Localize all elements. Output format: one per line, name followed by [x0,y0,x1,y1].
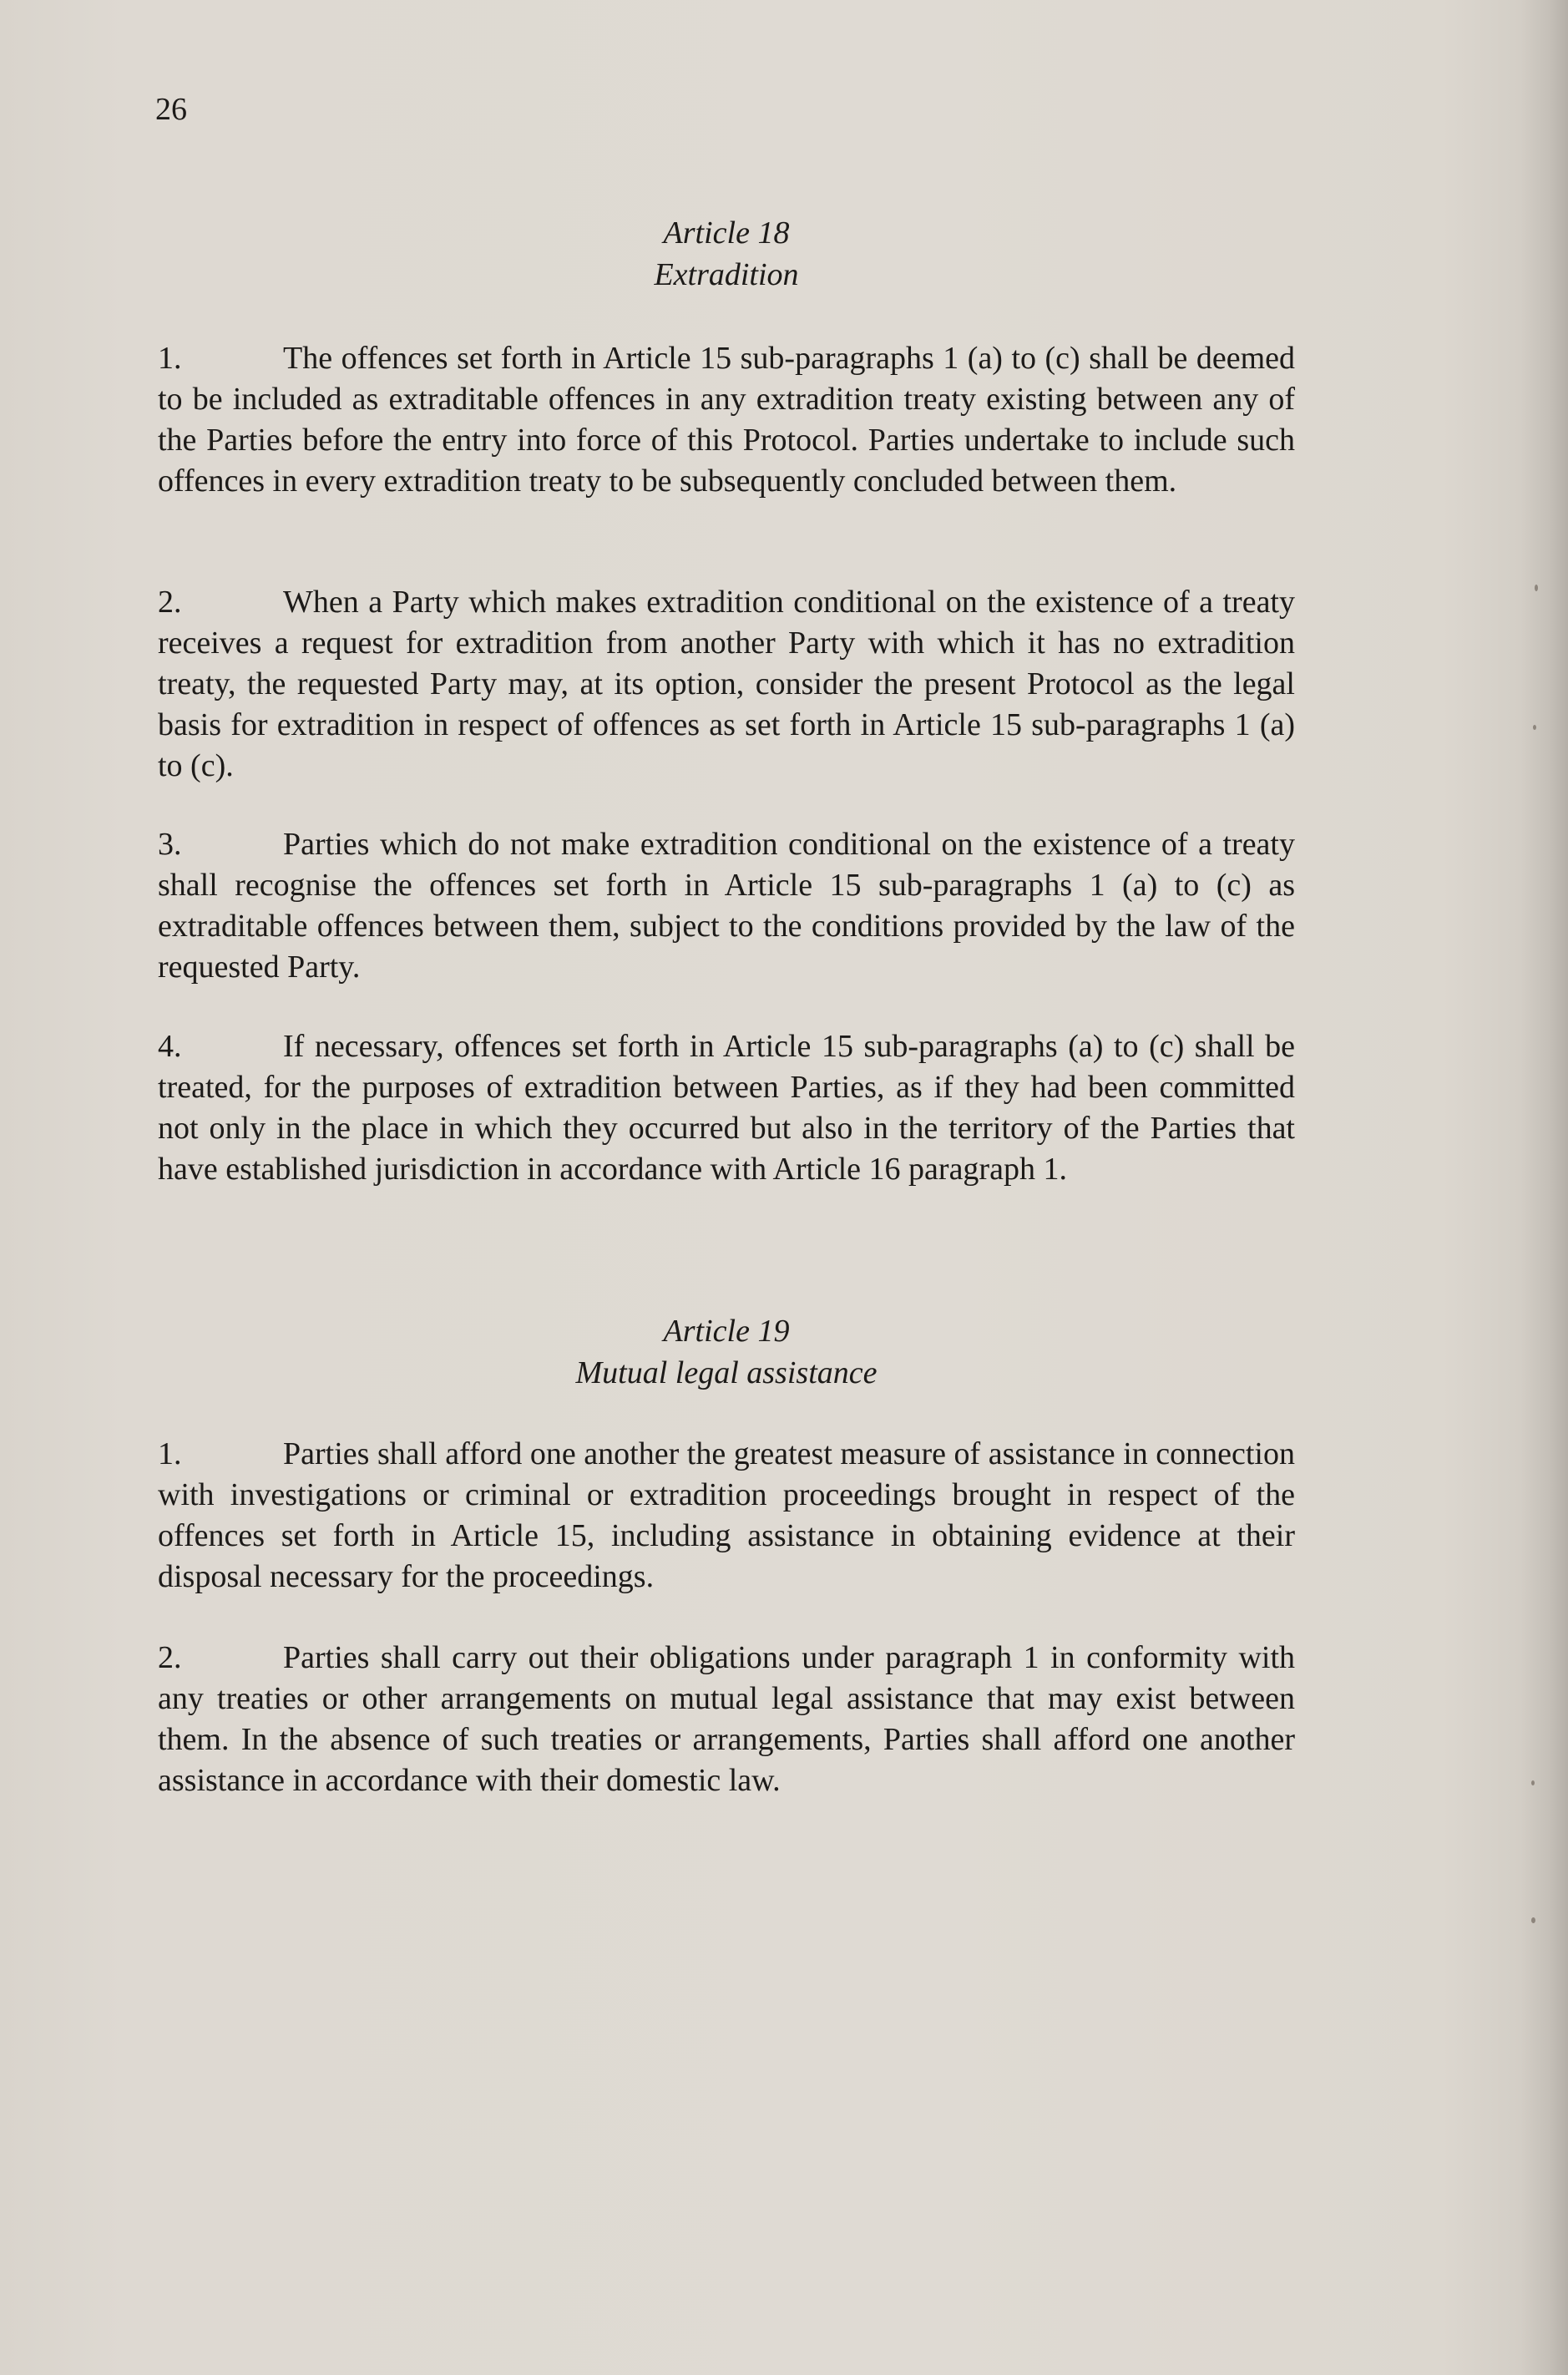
article-18-paragraph-2 [158,582,1295,787]
page-edge-shadow [1520,0,1568,2375]
paragraph-text: When a Party which makes extradition conditional on the existence of a treaty receives a request for extradition from another Party with which it has no extradition treaty, the requested Party may, at its option, consider the present Protocol as the legal basis for extradition in respect of offences as set forth in Article 15 sub-paragraphs 1 (a) to (c). [158,585,1295,783]
paragraph-text: If necessary, offences set forth in Article 15 sub-paragraphs (a) to (c) shall be treated, for the purposes of extradition between Parties, as if they had been committed not only in the place in which they occurred but also in the territory of the Parties that have established jurisdiction in accordance with Article 16 paragraph 1. [158,1029,1295,1187]
article-title: Article 19 [663,1314,790,1349]
article-18-heading [155,212,1297,296]
article-subtitle: Extradition [654,257,799,292]
scan-speck [1533,725,1536,730]
article-title: Article 18 [663,215,790,251]
scan-speck [1531,1917,1535,1923]
paragraph-number: 1. [158,341,182,376]
paragraph-text: Parties shall afford one another the greatest measure of assistance in connection with investigations or criminal or extradition proceedings brought in respect of the offences set forth in Article 15, including assistance in obtaining evidence at their disposal necessary for the proceedings. [158,1436,1295,1594]
paragraph-number: 2. [158,585,182,620]
article-18-paragraph-4 [158,1026,1295,1190]
article-subtitle: Mutual legal assistance [575,1355,878,1390]
page-number: 26 [155,92,187,127]
scan-speck [1535,585,1538,591]
paragraph-number: 3. [158,827,182,862]
paragraph-number: 2. [158,1640,182,1675]
paragraph-text: The offences set forth in Article 15 sub-paragraphs 1 (a) to (c) shall be deemed to be included as extraditable offences in any extradition treaty existing between any of the Parties before the entry into force of this Protocol. Parties undertake to include such offences in every extradition treaty to be subsequently concluded between them. [158,341,1295,499]
paragraph-text: Parties shall carry out their obligations under paragraph 1 in conformity with any treaties or other arrangements on mutual legal assistance that may exist between them. In the absence of such treaties or arrangements, Parties shall afford one another assistance in accordance with their domestic law. [158,1640,1295,1798]
article-19-paragraph-1 [158,1434,1295,1598]
article-19-paragraph-2 [158,1638,1295,1801]
scan-speck [1531,1780,1535,1785]
paragraph-number: 4. [158,1029,182,1064]
article-18-paragraph-3 [158,824,1295,988]
article-18-paragraph-1 [158,338,1295,502]
paragraph-text: Parties which do not make extradition conditional on the existence of a treaty shall recognise the offences set forth in Article 15 sub-paragraphs 1 (a) to (c) as extraditable offences between them, subject to the conditions provided by the law of the requested Party. [158,827,1295,985]
paragraph-number: 1. [158,1436,182,1471]
article-19-heading [155,1310,1297,1394]
